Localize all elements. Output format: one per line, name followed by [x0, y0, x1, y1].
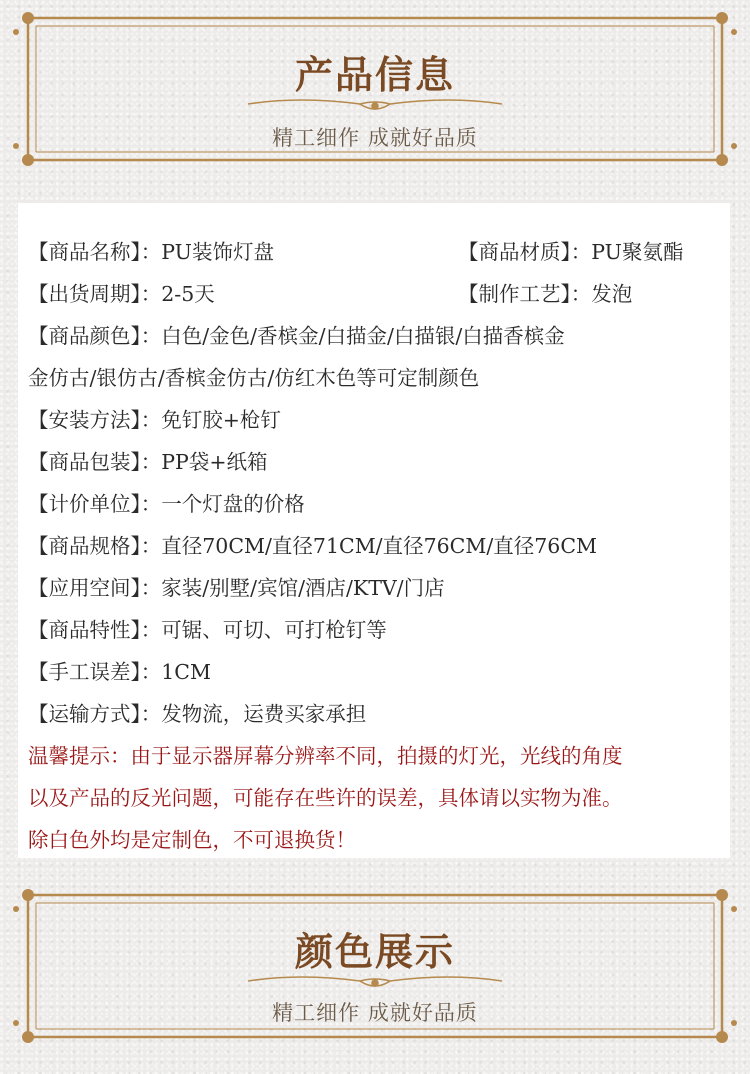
ornamental-frame [0, 0, 750, 200]
color-display-banner [0, 875, 750, 1074]
info-value: PU聚氨酯 [591, 240, 684, 264]
info-value: 一个灯盘的价格 [161, 492, 305, 516]
flourish-divider-icon [248, 100, 502, 109]
info-label: 【计价单位】： [28, 492, 162, 516]
info-value: 可锯、可切、可打枪钉等 [161, 618, 387, 642]
info-label: 【商品包装】： [28, 450, 162, 474]
info-label: 【出货周期】： [28, 282, 162, 306]
banner-subtitle: 精工细作 成就好品质 [272, 1001, 478, 1025]
info-label: 【运输方式】： [28, 702, 162, 726]
info-row-spec [28, 532, 597, 560]
info-value: 白色/金色/香槟金/白描金/白描银/白描香槟金 [161, 324, 565, 348]
info-value: 家装/别墅/宾馆/酒店/KTV/门店 [161, 576, 445, 600]
info-row-install [28, 406, 281, 434]
product-info-panel [18, 203, 730, 858]
info-row-tolerance [28, 658, 211, 686]
info-row-package [28, 448, 268, 476]
info-label: 【手工误差】： [28, 660, 162, 684]
banner-title: 产品信息 [294, 52, 455, 97]
info-label: 【商品颜色】： [28, 324, 162, 348]
info-row-shipping [28, 700, 366, 728]
info-row-name [28, 238, 274, 266]
notice-line-2: 以及产品的反光问题，可能存在些许的误差，具体请以实物为准。 [28, 786, 623, 810]
info-row-craft [458, 280, 632, 308]
info-label: 【商品材质】： [458, 240, 592, 264]
banner-subtitle: 精工细作 成就好品质 [272, 126, 478, 150]
info-label: 【应用空间】： [28, 576, 162, 600]
info-label: 【商品特性】： [28, 618, 162, 642]
banner-title: 颜色展示 [294, 929, 455, 974]
info-label: 【商品规格】： [28, 534, 162, 558]
info-row-colors-continued: 金仿古/银仿古/香槟金仿古/仿红木色等可定制颜色 [28, 366, 480, 390]
notice-line-1: 温馨提示：由于显示器屏幕分辨率不同，拍摄的灯光，光线的角度 [28, 744, 623, 768]
info-value: PU装饰灯盘 [161, 240, 274, 264]
info-value: 1CM [161, 660, 211, 684]
info-row-lead-time [28, 280, 215, 308]
info-value: 发物流，运费买家承担 [161, 702, 367, 726]
info-row-material [458, 238, 683, 266]
info-label: 【安装方法】： [28, 408, 162, 432]
info-row-feature [28, 616, 387, 644]
info-label: 【商品名称】： [28, 240, 162, 264]
info-value: 发泡 [591, 282, 633, 306]
info-value: 直径70CM/直径71CM/直径76CM/直径76CM [161, 534, 598, 558]
info-row-unit [28, 490, 305, 518]
info-value: 免钉胶+枪钉 [161, 408, 281, 432]
flourish-divider-icon [248, 977, 502, 986]
notice-line-3: 除白色外均是定制色，不可退换货！ [28, 828, 356, 852]
info-row-colors [28, 322, 565, 350]
info-label: 【制作工艺】： [458, 282, 592, 306]
info-row-space [28, 574, 445, 602]
info-value: PP袋+纸箱 [161, 450, 268, 474]
product-info-banner [0, 0, 750, 200]
info-value: 2-5天 [161, 282, 215, 306]
